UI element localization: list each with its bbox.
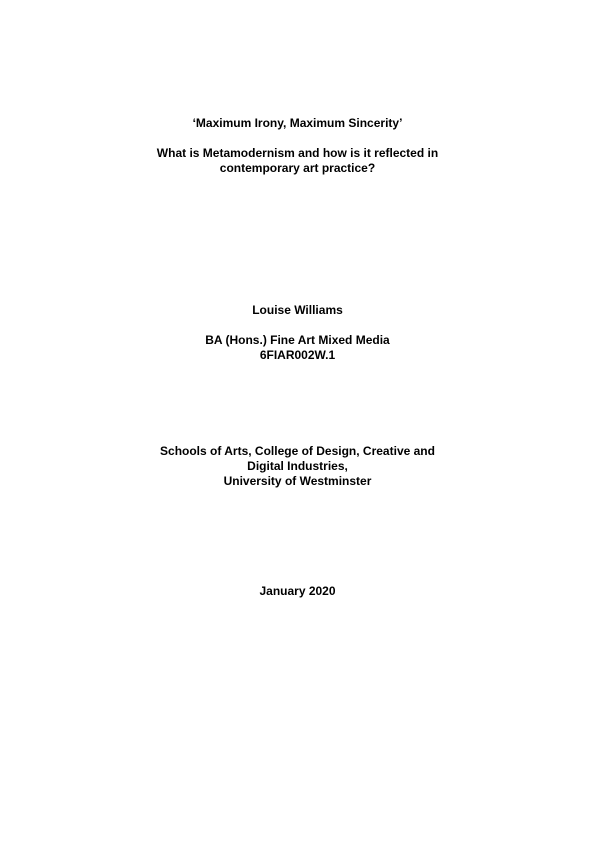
degree-name: BA (Hons.) Fine Art Mixed Media xyxy=(205,333,390,347)
submission-date: January 2020 xyxy=(259,584,336,598)
subtitle-line-2: contemporary art practice? xyxy=(219,161,376,175)
date-section xyxy=(0,584,595,599)
institution-line-1: Schools of Arts, College of Design, Creative and xyxy=(160,444,435,458)
author-name: Louise Williams xyxy=(252,303,343,317)
institution-section xyxy=(0,444,595,489)
module-code: 6FIAR002W.1 xyxy=(259,348,336,362)
spacer xyxy=(0,318,595,333)
author-section xyxy=(0,303,595,363)
institution-line-2: Digital Industries, xyxy=(247,459,348,473)
title-section xyxy=(0,116,595,176)
main-title: ‘Maximum Irony, Maximum Sincerity’ xyxy=(192,116,403,130)
subtitle-line-1: What is Metamodernism and how is it reflected in xyxy=(156,146,439,160)
institution-line-3: University of Westminster xyxy=(223,474,372,488)
spacer xyxy=(0,131,595,146)
